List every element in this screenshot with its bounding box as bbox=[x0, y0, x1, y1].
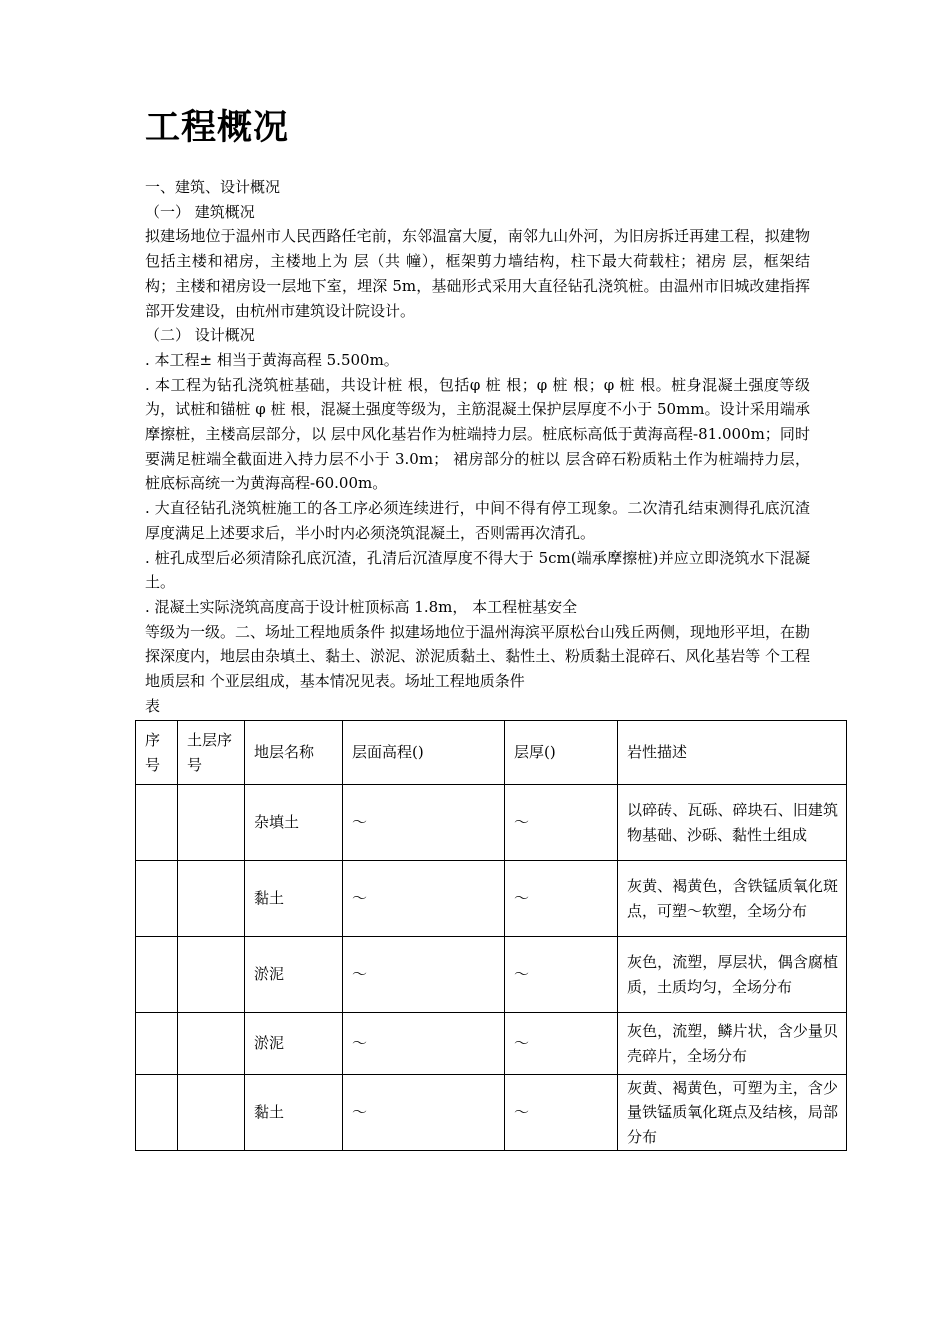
paragraph-geology: 等级为一级。二、场址工程地质条件 拟建场地位于温州海滨平原松台山残丘两侧，现地形平坦，在勘探深度内，地层由杂填土、黏土、淤泥、淤泥质黏土、黏性土、粉质黏土混碎石、风化基岩等 个工程地质层和 个亚层组成，基本情况见表。场址工程地质条件 bbox=[145, 622, 810, 691]
page-title: 工程概况 bbox=[145, 108, 290, 148]
cell-index bbox=[136, 1013, 178, 1075]
cell-layer-name: 杂填土 bbox=[245, 785, 343, 861]
paragraph-pour-height: . 混凝土实际浇筑高度高于设计桩顶标高 1.8m， 本工程桩基安全 bbox=[145, 597, 578, 616]
geology-table bbox=[135, 720, 847, 1151]
cell-layer-name: 黏土 bbox=[245, 1075, 343, 1151]
cell-index bbox=[136, 1075, 178, 1151]
table-row bbox=[136, 861, 847, 937]
cell-top-elevation: ～ bbox=[343, 1013, 505, 1075]
table-header-row bbox=[136, 721, 847, 785]
cell-top-elevation: ～ bbox=[343, 937, 505, 1013]
table-caption: 表 bbox=[145, 696, 161, 715]
header-cell: 序号 bbox=[136, 721, 178, 785]
cell-thickness: ～ bbox=[505, 1075, 618, 1151]
table-row bbox=[136, 785, 847, 861]
cell-index bbox=[136, 785, 178, 861]
cell-layer-number bbox=[178, 1075, 245, 1151]
cell-layer-number bbox=[178, 861, 245, 937]
cell-layer-number bbox=[178, 937, 245, 1013]
cell-description: 以碎砖、瓦砾、碎块石、旧建筑物基础、沙砾、黏性土组成 bbox=[618, 785, 847, 861]
body-text bbox=[145, 175, 810, 718]
subsection-heading-design: （二） 设计概况 bbox=[145, 326, 255, 345]
cell-description: 灰色，流塑，鳞片状，含少量贝壳碎片，全场分布 bbox=[618, 1013, 847, 1075]
cell-layer-name: 淤泥 bbox=[245, 937, 343, 1013]
paragraph-pile-foundation: . 本工程为钻孔浇筑桩基础，共设计桩 根，包括φ 桩 根；φ 桩 根；φ 桩 根。桩身混凝土强度等级为，试桩和锚桩 φ 桩 根，混凝土强度等级为，主筋混凝土保护层厚度不小于 50mm。设计采用端承摩擦桩，主楼高层部分，以 层中风化基岩作为桩端持力层。桩底标高低于黄海高程-81.000m；同时要满足桩端全截面进入持力层不小于 3.0m； 裙房部分的桩以 层含碎石粉质粘土作为桩端持力层，桩底标高统一为黄海高程-60.00m。 bbox=[145, 375, 810, 493]
table-row bbox=[136, 1075, 847, 1151]
cell-top-elevation: ～ bbox=[343, 861, 505, 937]
cell-layer-number bbox=[178, 785, 245, 861]
table-row bbox=[136, 937, 847, 1013]
cell-index bbox=[136, 861, 178, 937]
paragraph-sediment-cleaning: . 桩孔成型后必须清除孔底沉渣，孔清后沉渣厚度不得大于 5cm(端承摩擦桩)并应立即浇筑水下混凝土。 bbox=[145, 548, 810, 592]
cell-description: 灰色，流塑，厚层状，偶含腐植质，土质均匀，全场分布 bbox=[618, 937, 847, 1013]
cell-layer-name: 黏土 bbox=[245, 861, 343, 937]
table-row bbox=[136, 1013, 847, 1075]
paragraph-continuous-construction: . 大直径钻孔浇筑桩施工的各工序必须连续进行，中间不得有停工现象。二次清孔结束测得孔底沉渣厚度满足上述要求后，半小时内必须浇筑混凝土，否则需再次清孔。 bbox=[145, 499, 810, 542]
subsection-heading-building: （一） 建筑概况 bbox=[145, 202, 255, 221]
cell-layer-name: 淤泥 bbox=[245, 1013, 343, 1075]
cell-thickness: ～ bbox=[505, 861, 618, 937]
header-cell: 土层序号 bbox=[178, 721, 245, 785]
cell-layer-number bbox=[178, 1013, 245, 1075]
header-cell: 层面高程() bbox=[343, 721, 505, 785]
header-cell: 层厚() bbox=[505, 721, 618, 785]
cell-top-elevation: ～ bbox=[343, 785, 505, 861]
cell-thickness: ～ bbox=[505, 937, 618, 1013]
header-cell: 地层名称 bbox=[245, 721, 343, 785]
cell-thickness: ～ bbox=[505, 1013, 618, 1075]
header-cell: 岩性描述 bbox=[618, 721, 847, 785]
cell-description: 灰黄、褐黄色，含铁锰质氧化斑点，可塑～软塑，全场分布 bbox=[618, 861, 847, 937]
cell-description: 灰黄、褐黄色，可塑为主，含少量铁锰质氧化斑点及结核，局部分布 bbox=[618, 1075, 847, 1151]
cell-top-elevation: ～ bbox=[343, 1075, 505, 1151]
cell-index bbox=[136, 937, 178, 1013]
section-heading-1: 一、建筑、设计概况 bbox=[145, 178, 281, 196]
cell-thickness: ～ bbox=[505, 785, 618, 861]
paragraph-elevation: . 本工程± 相当于黄海高程 5.500m。 bbox=[145, 350, 399, 369]
paragraph-building-overview: 拟建场地位于温州市人民西路任宅前，东邻温富大厦，南邻九山外河，为旧房拆迁再建工程，拟建物包括主楼和裙房，主楼地上为 层（共 幢），框架剪力墙结构，柱下最大荷载柱；裙房 层，框架结构；主楼和裙房设一层地下室，埋深 5m，基础形式采用大直径钻孔浇筑桩。由温州市旧城改建指挥部开发建设，由杭州市建筑设计院设计。 bbox=[145, 227, 810, 320]
